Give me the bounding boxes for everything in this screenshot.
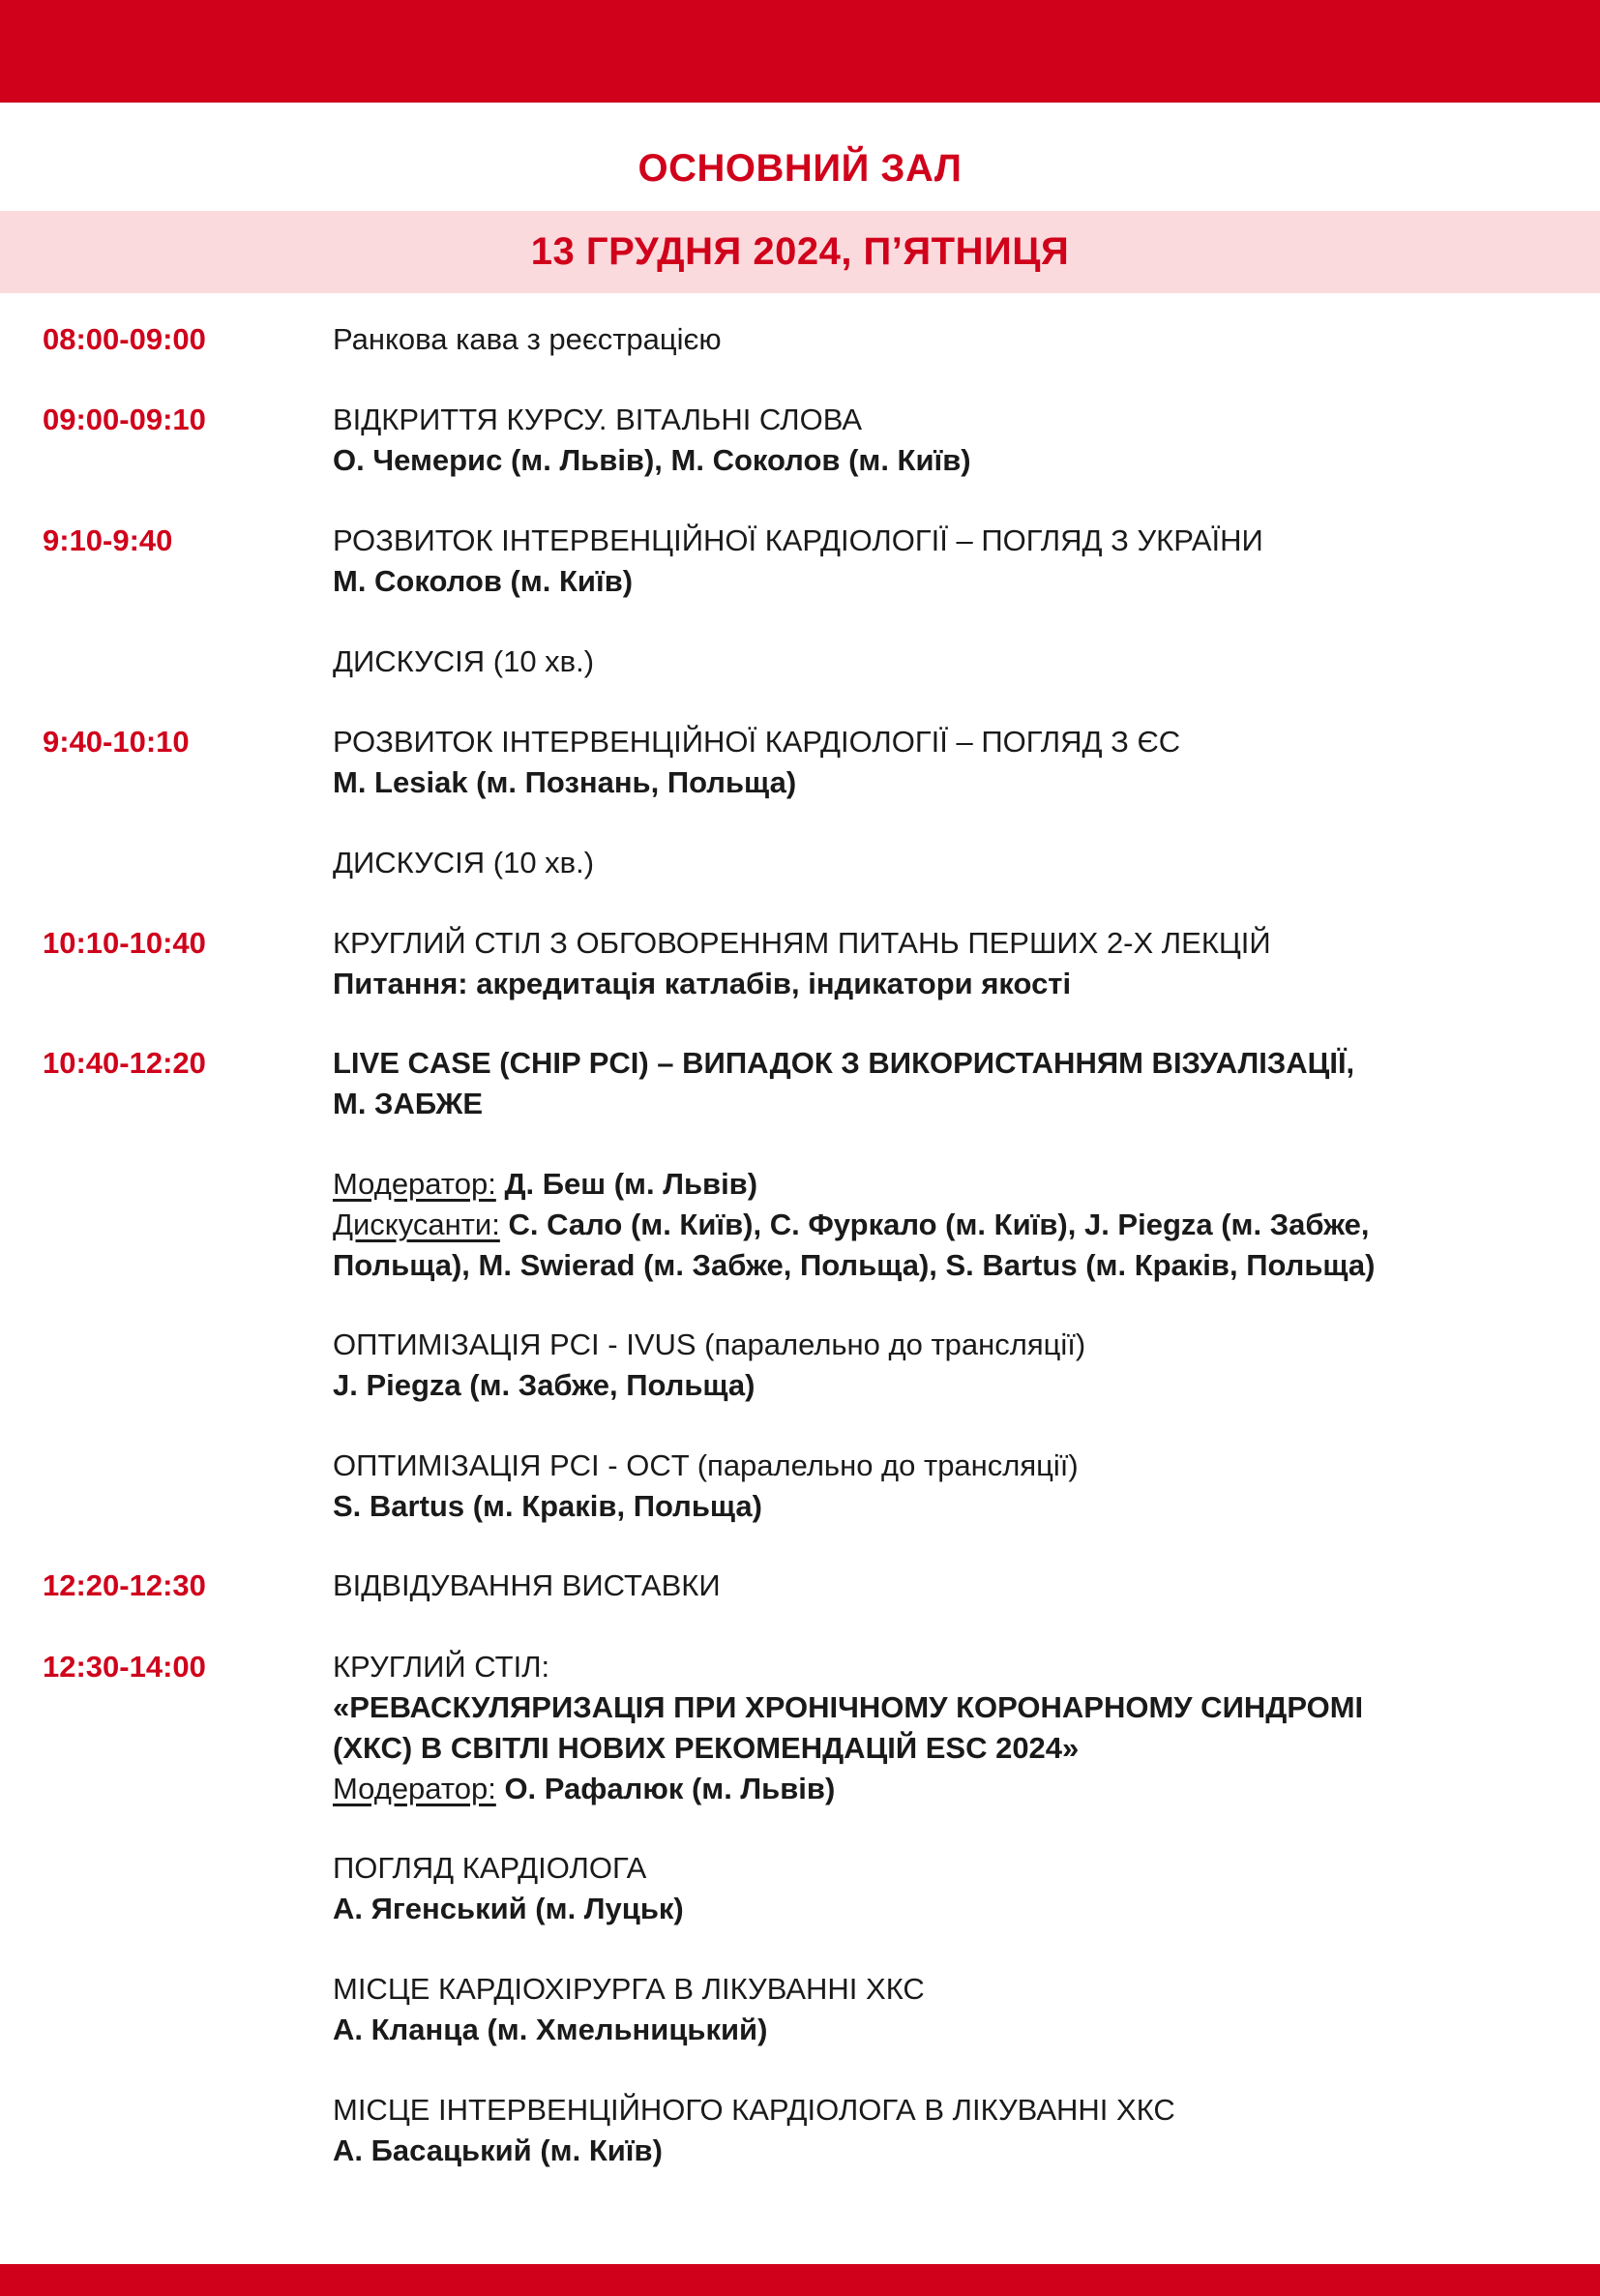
slot-speakers: О. Чемерис (м. Львів), М. Соколов (м. Київ) <box>333 443 971 477</box>
slot-subtitle-line-1: «РЕВАСКУЛЯРИЗАЦІЯ ПРИ ХРОНІЧНОМУ КОРОНАРНОМУ СИНДРОМІ <box>333 1690 1364 1724</box>
talk-title: ПОГЛЯД КАРДІОЛОГА <box>333 1851 647 1885</box>
slot-title: ВІДВІДУВАННЯ ВИСТАВКИ <box>333 1568 721 1602</box>
discussants-names-line-2: Польща), M. Swierad (м. Забже, Польща), S. Bartus (м. Краків, Польща) <box>333 1248 1376 1282</box>
talk-title: ОПТИМІЗАЦІЯ PCI - OCT (паралельно до трансляції) <box>333 1448 1079 1482</box>
slot-title: РОЗВИТОК ІНТЕРВЕНЦІЙНОЇ КАРДІОЛОГІЇ – ПОГЛЯД З УКРАЇНИ <box>333 523 1263 557</box>
talk-speaker: J. Piegza (м. Забже, Польща) <box>333 1368 756 1402</box>
discussants-line <box>333 1205 1370 1245</box>
slot-title: РОЗВИТОК ІНТЕРВЕНЦІЙНОЇ КАРДІОЛОГІЇ – ПОГЛЯД З ЄС <box>333 725 1181 759</box>
moderator-line <box>333 1164 757 1205</box>
slot-time: 9:40-10:10 <box>43 725 190 759</box>
talk-speaker: S. Bartus (м. Краків, Польща) <box>333 1489 762 1523</box>
discussants-names-line-1: С. Сало (м. Київ), С. Фуркало (м. Київ), J. Piegza (м. Забже, <box>508 1208 1370 1241</box>
slot-speakers: M. Lesiak (м. Познань, Польща) <box>333 765 797 799</box>
slot-discussion: ДИСКУСІЯ (10 хв.) <box>333 644 595 678</box>
slot-time: 10:10-10:40 <box>43 926 206 960</box>
slot-time: 09:00-09:10 <box>43 403 206 436</box>
slot-title: ВІДКРИТТЯ КУРСУ. ВІТАЛЬНІ СЛОВА <box>333 403 863 436</box>
slot-title: КРУГЛИЙ СТІЛ: <box>333 1650 550 1684</box>
talk-speaker: А. Басацький (м. Київ) <box>333 2133 663 2167</box>
slot-title-line-1: LIVE CASE (CHIP PCI) – ВИПАДОК З ВИКОРИСТАННЯМ ВІЗУАЛІЗАЦІЇ, <box>333 1046 1355 1080</box>
moderator-name: Д. Беш (м. Львів) <box>504 1167 758 1201</box>
slot-time: 9:10-9:40 <box>43 523 173 557</box>
slot-time: 08:00-09:00 <box>43 322 206 356</box>
moderator-label: Модератор: <box>333 1167 496 1201</box>
talk-speaker: А. Кланца (м. Хмельницький) <box>333 2013 768 2046</box>
date-title: 13 ГРУДНЯ 2024, П’ЯТНИЦЯ <box>530 230 1070 273</box>
top-banner-bar <box>0 0 1600 103</box>
talk-title: МІСЦЕ ІНТЕРВЕНЦІЙНОГО КАРДІОЛОГА В ЛІКУВАННІ ХКС <box>333 2093 1175 2127</box>
talk-title: ОПТИМІЗАЦІЯ PCI - IVUS (паралельно до трансляції) <box>333 1327 1086 1361</box>
talk-speaker: А. Ягенський (м. Луцьк) <box>333 1892 684 1925</box>
slot-subtitle-line-2: (ХКС) В СВІТЛІ НОВИХ РЕКОМЕНДАЦІЙ ESC 2024» <box>333 1731 1080 1765</box>
slot-time: 12:30-14:00 <box>43 1650 206 1684</box>
talk-title: МІСЦЕ КАРДІОХІРУРГА В ЛІКУВАННІ ХКС <box>333 1972 925 2006</box>
slot-time: 10:40-12:20 <box>43 1046 206 1080</box>
bottom-banner-bar <box>0 2264 1600 2296</box>
slot-title: Ранкова кава з реєстрацією <box>333 322 722 356</box>
slot-time: 12:20-12:30 <box>43 1568 206 1602</box>
moderator-line <box>333 1769 835 1809</box>
slot-topics: Питання: акредитація катлабів, індикатори якості <box>333 967 1072 1000</box>
discussants-label: Дискусанти: <box>333 1208 500 1241</box>
slot-title-line-2: М. ЗАБЖЕ <box>333 1087 484 1120</box>
hall-title: ОСНОВНИЙ ЗАЛ <box>637 147 963 190</box>
slot-title: КРУГЛИЙ СТІЛ З ОБГОВОРЕННЯМ ПИТАНЬ ПЕРШИХ 2-Х ЛЕКЦІЙ <box>333 926 1271 960</box>
slot-speakers: М. Соколов (м. Київ) <box>333 564 634 598</box>
moderator-label: Модератор: <box>333 1772 496 1805</box>
slot-discussion: ДИСКУСІЯ (10 хв.) <box>333 846 595 880</box>
moderator-name: О. Рафалюк (м. Львів) <box>504 1772 836 1805</box>
